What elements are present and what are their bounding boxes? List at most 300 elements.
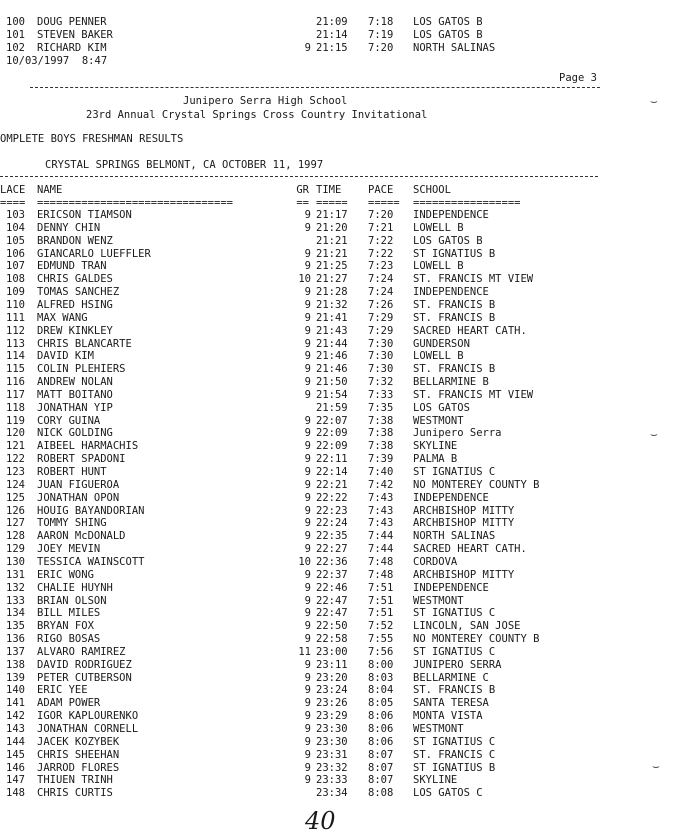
- header-grade: GR: [296, 184, 309, 196]
- place-cell: 139: [6, 671, 25, 684]
- pace-cell: 7:29: [368, 324, 394, 337]
- place-cell: 128: [6, 530, 25, 543]
- underline-place: ====: [0, 197, 26, 209]
- school-cell: NORTH SALINAS: [413, 42, 496, 54]
- time-cell: 21:17: [316, 209, 348, 221]
- grade-cell: 9: [304, 504, 311, 517]
- underline-school: =================: [413, 197, 521, 209]
- time-cell: 22:09: [316, 427, 348, 440]
- time-cell: 21:28: [316, 286, 348, 299]
- runner-name: CHRIS BLANCARTE: [37, 337, 132, 350]
- pace-cell: 7:44: [368, 530, 394, 543]
- runner-name: ROBERT SPADONI: [37, 453, 126, 466]
- time-cell: 21:46: [316, 350, 348, 363]
- runner-name: DAVID RODRIGUEZ: [37, 658, 132, 671]
- school-cell: ST. FRANCIS B: [413, 298, 496, 311]
- place-cell: 131: [6, 568, 25, 581]
- place-cell: 146: [6, 761, 25, 774]
- place-cell: 130: [6, 555, 25, 568]
- time-cell: 22:47: [316, 594, 348, 607]
- runner-name: HOUIG BAYANDORIAN: [37, 504, 145, 517]
- pace-cell: 7:38: [368, 427, 394, 440]
- grade-cell: 9: [304, 633, 311, 646]
- runner-name: IGOR KAPLOURENKO: [37, 710, 139, 723]
- runner-name: ROBERT HUNT: [37, 466, 107, 478]
- grade-cell: 9: [304, 478, 311, 491]
- time-cell: 22:36: [316, 555, 348, 568]
- pace-cell: 7:51: [368, 594, 394, 607]
- pace-cell: 7:55: [368, 633, 394, 646]
- pace-cell: 7:51: [368, 581, 394, 594]
- runner-name: ERICSON TIAMSON: [37, 209, 132, 221]
- location-line: CRYSTAL SPRINGS BELMONT, CA OCTOBER 11, 1997: [45, 159, 324, 171]
- pace-cell: 7:42: [368, 478, 394, 491]
- runner-name: JUAN FIGUEROA: [37, 478, 120, 491]
- runner-name: ALVARO RAMIREZ: [37, 645, 126, 658]
- runner-name: JOEY MEVIN: [37, 543, 101, 556]
- school-title: Junipero Serra High School: [183, 95, 348, 107]
- school-cell: ST. FRANCIS MT VIEW: [413, 273, 534, 286]
- scan-mark: ⌣: [650, 427, 658, 441]
- header-time: TIME: [316, 184, 342, 196]
- runner-name: STEVEN BAKER: [37, 29, 113, 41]
- grade-cell: 9: [304, 247, 311, 260]
- time-cell: 21:15: [316, 42, 348, 54]
- pace-cell: 8:07: [368, 748, 394, 761]
- runner-name: DAVID KIM: [37, 350, 94, 363]
- runner-name: THIUEN TRINH: [37, 774, 113, 787]
- place-cell: 143: [6, 723, 25, 735]
- page-label: Page 3: [559, 72, 597, 84]
- time-cell: 22:14: [316, 466, 348, 478]
- grade-cell: 9: [304, 260, 311, 273]
- place-cell: 115: [6, 363, 25, 376]
- school-cell: LOWELL B: [413, 221, 464, 234]
- pace-cell: 7:20: [368, 209, 394, 221]
- grade-cell: 9: [304, 298, 311, 311]
- place-cell: 100: [6, 16, 25, 28]
- time-cell: 21:20: [316, 221, 348, 234]
- place-cell: 110: [6, 298, 25, 311]
- runner-name: NICK GOLDING: [37, 427, 113, 440]
- place-cell: 108: [6, 273, 25, 286]
- school-cell: WESTMONT: [413, 594, 464, 607]
- place-cell: 107: [6, 260, 25, 273]
- header-pace: PACE: [368, 184, 394, 196]
- place-cell: 102: [6, 42, 25, 54]
- runner-name: ERIC WONG: [37, 568, 94, 581]
- pace-cell: 7:48: [368, 555, 394, 568]
- school-cell: SANTA TERESA: [413, 697, 489, 710]
- pace-cell: 8:07: [368, 774, 394, 787]
- pace-cell: 8:07: [368, 761, 394, 774]
- time-cell: 22:23: [316, 504, 348, 517]
- school-cell: ST. FRANCIS C: [413, 748, 496, 761]
- school-cell: ARCHBISHOP MITTY: [413, 504, 515, 517]
- underline-grade: ==: [296, 197, 309, 209]
- time-cell: 22:09: [316, 440, 348, 453]
- pace-cell: 8:00: [368, 658, 394, 671]
- school-cell: LOS GATOS B: [413, 29, 483, 41]
- pace-cell: 7:21: [368, 221, 394, 234]
- pace-cell: 7:43: [368, 517, 394, 530]
- place-cell: 132: [6, 581, 25, 594]
- school-cell: ST IGNATIUS C: [413, 466, 496, 478]
- time-cell: 21:14: [316, 29, 348, 41]
- runner-name: AIBEEL HARMACHIS: [37, 440, 139, 453]
- time-cell: 23:31: [316, 748, 348, 761]
- place-cell: 121: [6, 440, 25, 453]
- time-cell: 21:54: [316, 388, 348, 401]
- pace-cell: 7:56: [368, 645, 394, 658]
- time-cell: 21:44: [316, 337, 348, 350]
- school-cell: LOS GATOS B: [413, 16, 483, 28]
- runner-name: JACEK KOZYBEK: [37, 735, 120, 748]
- grade-cell: 9: [304, 491, 311, 504]
- grade-cell: 9: [304, 337, 311, 350]
- grade-cell: 9: [304, 427, 311, 440]
- runner-name: PETER CUTBERSON: [37, 671, 132, 684]
- place-cell: 114: [6, 350, 25, 363]
- runner-name: DENNY CHIN: [37, 221, 101, 234]
- school-cell: ARCHBISHOP MITTY: [413, 568, 515, 581]
- runner-name: TOMMY SHING: [37, 517, 107, 530]
- pace-cell: 7:32: [368, 376, 394, 389]
- place-cell: 101: [6, 29, 25, 41]
- grade-cell: 9: [304, 723, 311, 735]
- time-cell: 22:11: [316, 453, 348, 466]
- time-cell: 21:32: [316, 298, 348, 311]
- time-cell: 22:07: [316, 414, 348, 427]
- runner-name: CHRIS SHEEHAN: [37, 748, 120, 761]
- school-cell: PALMA B: [413, 453, 458, 466]
- grade-cell: 10: [298, 555, 311, 568]
- grade-cell: 9: [304, 761, 311, 774]
- school-cell: WESTMONT: [413, 414, 464, 427]
- place-cell: 129: [6, 543, 25, 556]
- time-cell: 23:11: [316, 658, 348, 671]
- pace-cell: 7:38: [368, 414, 394, 427]
- runner-name: JONATHAN CORNELL: [37, 723, 139, 735]
- pace-cell: 7:19: [368, 29, 394, 41]
- place-cell: 122: [6, 453, 25, 466]
- pace-cell: 7:35: [368, 401, 394, 414]
- grade-cell: 9: [304, 440, 311, 453]
- school-cell: INDEPENDENCE: [413, 209, 489, 221]
- runner-name: BRYAN FOX: [37, 620, 94, 633]
- place-cell: 133: [6, 594, 25, 607]
- runner-name: RIGO BOSAS: [37, 633, 101, 646]
- runner-name: ERIC YEE: [37, 684, 88, 697]
- header-place: LACE: [0, 184, 26, 196]
- pace-cell: 7:30: [368, 350, 394, 363]
- place-cell: 148: [6, 787, 25, 800]
- runner-name: JONATHAN YIP: [37, 401, 113, 414]
- underline-name: ===============================: [37, 197, 233, 209]
- school-cell: CORDOVA: [413, 555, 458, 568]
- place-cell: 147: [6, 774, 25, 787]
- place-cell: 127: [6, 517, 25, 530]
- school-cell: ST IGNATIUS C: [413, 645, 496, 658]
- place-cell: 134: [6, 607, 25, 620]
- grade-cell: 9: [304, 324, 311, 337]
- runner-name: CORY GUINA: [37, 414, 101, 427]
- school-cell: ST. FRANCIS B: [413, 684, 496, 697]
- time-cell: 21:43: [316, 324, 348, 337]
- school-cell: NORTH SALINAS: [413, 530, 496, 543]
- runner-name: BRIAN OLSON: [37, 594, 107, 607]
- school-cell: INDEPENDENCE: [413, 491, 489, 504]
- place-cell: 104: [6, 221, 25, 234]
- school-cell: LOS GATOS: [413, 401, 470, 414]
- place-cell: 138: [6, 658, 25, 671]
- school-cell: SACRED HEART CATH.: [413, 543, 527, 556]
- school-cell: ST IGNATIUS B: [413, 247, 496, 260]
- time-cell: 21:59: [316, 401, 348, 414]
- place-cell: 125: [6, 491, 25, 504]
- place-cell: 109: [6, 286, 25, 299]
- grade-cell: 9: [304, 363, 311, 376]
- pace-cell: 7:24: [368, 286, 394, 299]
- time-cell: 22:21: [316, 478, 348, 491]
- school-cell: SKYLINE: [413, 440, 458, 453]
- runner-name: MATT BOITANO: [37, 388, 113, 401]
- runner-name: DOUG PENNER: [37, 16, 107, 28]
- pace-cell: 7:22: [368, 234, 394, 247]
- time-cell: 21:41: [316, 311, 348, 324]
- grade-cell: 9: [304, 350, 311, 363]
- runner-name: JARROD FLORES: [37, 761, 120, 774]
- place-cell: 144: [6, 735, 25, 748]
- pace-cell: 7:30: [368, 363, 394, 376]
- runner-name: DREW KINKLEY: [37, 324, 113, 337]
- grade-cell: 9: [304, 286, 311, 299]
- school-cell: MONTA VISTA: [413, 710, 483, 723]
- time-cell: 21:50: [316, 376, 348, 389]
- runner-name: BRANDON WENZ: [37, 234, 113, 247]
- time-cell: 22:35: [316, 530, 348, 543]
- grade-cell: 9: [304, 594, 311, 607]
- grade-cell: 9: [304, 671, 311, 684]
- runner-name: TOMAS SANCHEZ: [37, 286, 120, 299]
- place-cell: 124: [6, 478, 25, 491]
- school-cell: ARCHBISHOP MITTY: [413, 517, 515, 530]
- underline-pace: =====: [368, 197, 400, 209]
- place-cell: 116: [6, 376, 25, 389]
- grade-cell: 9: [304, 684, 311, 697]
- time-cell: 23:30: [316, 723, 348, 735]
- pace-cell: 7:26: [368, 298, 394, 311]
- school-cell: ST IGNATIUS B: [413, 761, 496, 774]
- time-cell: 22:22: [316, 491, 348, 504]
- school-cell: BELLARMINE B: [413, 376, 489, 389]
- school-cell: INDEPENDENCE: [413, 286, 489, 299]
- runner-name: RICHARD KIM: [37, 42, 107, 54]
- school-cell: INDEPENDENCE: [413, 581, 489, 594]
- pace-cell: 8:06: [368, 710, 394, 723]
- time-cell: 23:34: [316, 787, 348, 800]
- pace-cell: 8:08: [368, 787, 394, 800]
- runner-name: ADAM POWER: [37, 697, 101, 710]
- pace-cell: 8:03: [368, 671, 394, 684]
- time-cell: 21:27: [316, 273, 348, 286]
- grade-cell: 9: [304, 453, 311, 466]
- place-cell: 118: [6, 401, 25, 414]
- school-cell: BELLARMINE C: [413, 671, 489, 684]
- runner-name: TESSICA WAINSCOTT: [37, 555, 145, 568]
- pace-cell: 7:43: [368, 491, 394, 504]
- place-cell: 137: [6, 645, 25, 658]
- runner-name: BILL MILES: [37, 607, 101, 620]
- section-title: OMPLETE BOYS FRESHMAN RESULTS: [0, 133, 184, 145]
- runner-name: JONATHAN OPON: [37, 491, 120, 504]
- school-cell: Junipero Serra: [413, 427, 502, 440]
- pace-cell: 7:18: [368, 16, 394, 28]
- place-cell: 106: [6, 247, 25, 260]
- pace-cell: 7:20: [368, 42, 394, 54]
- runner-name: GIANCARLO LUEFFLER: [37, 247, 151, 260]
- runner-name: CHALIE HUYNH: [37, 581, 113, 594]
- time-cell: 22:27: [316, 543, 348, 556]
- place-cell: 142: [6, 710, 25, 723]
- school-cell: LOWELL B: [413, 260, 464, 273]
- pace-cell: 7:39: [368, 453, 394, 466]
- time-cell: 22:47: [316, 607, 348, 620]
- header-school: SCHOOL: [413, 184, 451, 196]
- time-cell: 23:33: [316, 774, 348, 787]
- time-cell: 23:24: [316, 684, 348, 697]
- handwritten-page-number: 40: [305, 807, 336, 835]
- time-cell: 22:50: [316, 620, 348, 633]
- place-cell: 105: [6, 234, 25, 247]
- school-cell: ST IGNATIUS C: [413, 735, 496, 748]
- school-cell: ST IGNATIUS C: [413, 607, 496, 620]
- runner-name: MAX WANG: [37, 311, 88, 324]
- place-cell: 141: [6, 697, 25, 710]
- pace-cell: 8:04: [368, 684, 394, 697]
- pace-cell: 8:05: [368, 697, 394, 710]
- place-cell: 135: [6, 620, 25, 633]
- scan-mark: ⌣: [650, 94, 658, 108]
- school-cell: WESTMONT: [413, 723, 464, 735]
- event-title: 23rd Annual Crystal Springs Cross Country Invitational: [86, 109, 428, 121]
- place-cell: 103: [6, 209, 25, 221]
- pace-cell: 8:06: [368, 723, 394, 735]
- pace-cell: 7:40: [368, 466, 394, 478]
- school-cell: LINCOLN, SAN JOSE: [413, 620, 521, 633]
- pace-cell: 7:52: [368, 620, 394, 633]
- school-cell: NO MONTEREY COUNTY B: [413, 633, 540, 646]
- pace-cell: 7:38: [368, 440, 394, 453]
- runner-name: ANDREW NOLAN: [37, 376, 113, 389]
- scan-mark: ⌣: [652, 759, 660, 773]
- time-cell: 22:58: [316, 633, 348, 646]
- place-cell: 136: [6, 633, 25, 646]
- pace-cell: 7:48: [368, 568, 394, 581]
- grade-cell: 9: [304, 221, 311, 234]
- header-name: NAME: [37, 184, 63, 196]
- grade-cell: 10: [298, 273, 311, 286]
- underline-time: =====: [316, 197, 348, 209]
- school-cell: LOS GATOS B: [413, 234, 483, 247]
- runner-name: COLIN PLEHIERS: [37, 363, 126, 376]
- school-cell: ST. FRANCIS B: [413, 363, 496, 376]
- place-cell: 119: [6, 414, 25, 427]
- pace-cell: 7:24: [368, 273, 394, 286]
- grade-cell: 9: [304, 735, 311, 748]
- time-cell: 21:09: [316, 16, 348, 28]
- time-cell: 21:46: [316, 363, 348, 376]
- time-cell: 22:24: [316, 517, 348, 530]
- pace-cell: 8:06: [368, 735, 394, 748]
- time-cell: 22:37: [316, 568, 348, 581]
- grade-cell: 9: [304, 581, 311, 594]
- runner-name: EDMUND TRAN: [37, 260, 107, 273]
- header-divider: [30, 87, 600, 88]
- school-cell: ST. FRANCIS B: [413, 311, 496, 324]
- school-cell: SKYLINE: [413, 774, 458, 787]
- time-cell: 22:46: [316, 581, 348, 594]
- time-cell: 21:21: [316, 234, 348, 247]
- grade-cell: 9: [304, 543, 311, 556]
- school-cell: GUNDERSON: [413, 337, 470, 350]
- runner-name: CHRIS CURTIS: [37, 787, 113, 800]
- grade-cell: 9: [304, 774, 311, 787]
- grade-cell: 9: [304, 311, 311, 324]
- grade-cell: 9: [304, 376, 311, 389]
- grade-cell: 9: [304, 388, 311, 401]
- runner-name: AARON McDONALD: [37, 530, 126, 543]
- school-cell: SACRED HEART CATH.: [413, 324, 527, 337]
- place-cell: 126: [6, 504, 25, 517]
- time-cell: 23:26: [316, 697, 348, 710]
- time-cell: 23:32: [316, 761, 348, 774]
- grade-cell: 9: [304, 414, 311, 427]
- grade-cell: 9: [304, 209, 311, 221]
- grade-cell: 9: [304, 620, 311, 633]
- place-cell: 112: [6, 324, 25, 337]
- runner-name: ALFRED HSING: [37, 298, 113, 311]
- grade-cell: 9: [304, 658, 311, 671]
- time-cell: 21:25: [316, 260, 348, 273]
- place-cell: 111: [6, 311, 25, 324]
- grade-cell: 9: [304, 697, 311, 710]
- grade-cell: 9: [304, 607, 311, 620]
- school-cell: JUNIPERO SERRA: [413, 658, 502, 671]
- pace-cell: 7:22: [368, 247, 394, 260]
- place-cell: 120: [6, 427, 25, 440]
- time-cell: 23:29: [316, 710, 348, 723]
- place-cell: 140: [6, 684, 25, 697]
- pace-cell: 7:33: [368, 388, 394, 401]
- time-cell: 23:20: [316, 671, 348, 684]
- school-cell: NO MONTEREY COUNTY B: [413, 478, 540, 491]
- runner-name: CHRIS GALDES: [37, 273, 113, 286]
- grade-cell: 9: [304, 710, 311, 723]
- print-timestamp: 10/03/1997 8:47: [6, 55, 108, 67]
- place-cell: 113: [6, 337, 25, 350]
- pace-cell: 7:51: [368, 607, 394, 620]
- school-cell: ST. FRANCIS MT VIEW: [413, 388, 534, 401]
- grade-cell: 11: [298, 645, 311, 658]
- grade-cell: 9: [304, 530, 311, 543]
- school-cell: LOS GATOS C: [413, 787, 483, 800]
- pace-cell: 7:30: [368, 337, 394, 350]
- grade-cell: 9: [304, 568, 311, 581]
- time-cell: 23:00: [316, 645, 348, 658]
- grade-cell: 9: [304, 748, 311, 761]
- time-cell: 23:30: [316, 735, 348, 748]
